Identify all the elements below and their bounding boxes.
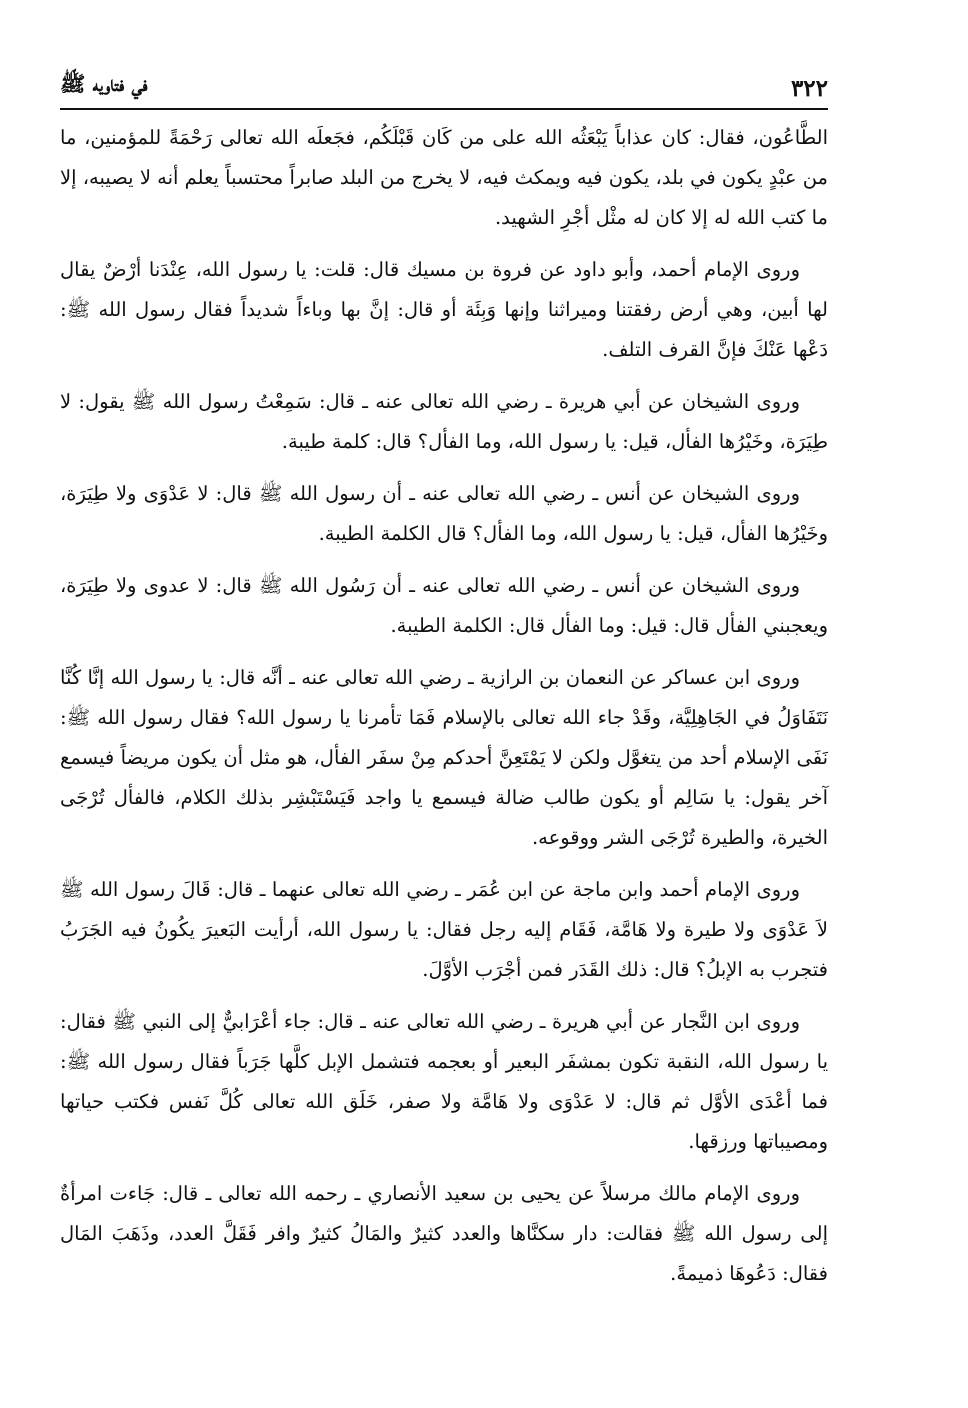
paragraph: وروى الإمام أحمد وابن ماجة عن ابن عُمَر ـ رضي الله تعالى عنهما ـ قال: قَالَ رسول الله ﷺ لاَ عَدْوَى ولا طيرة ولا هَامَّة، فَقَام إليه رجل فقال: يا رسول الله، أرأيت البَعيرَ يكُونُ فيه الجَرَبُ فتجرب به الإبلُ؟ قال: ذلك القَدَر فمن أجْرَب الأوَّلَ. — [60, 878, 828, 981]
page-body — [60, 118, 828, 1294]
paragraph: وروى الشيخان عن أنس ـ رضي الله تعالى عنه ـ أن رَسُول الله ﷺ قال: لا عدوى ولا طِيَرَة، ويعجبني الفأل قال: قيل: وما الفأل قال: الكلمة الطيبة. — [60, 574, 828, 637]
paragraph: الطَّاعُون، فقال: كان عذاباً يَبْعَثُه الله على من كَان قَبْلَكُم، فجَعلَه الله تعالى رَحْمَةً للمؤمنين، ما من عبْدٍ يكون في بلد، يكون فيه ويمكث فيه، لا يخرج من البلد صابراً محتسباً يعلم أنه لا يصيبه، إلا ما كتب الله له إلا كان له مثْل أجْرِ الشهيد. — [60, 126, 828, 229]
paragraph: وروى ابن عساكر عن النعمان بن الرازية ـ رضي الله تعالى عنه ـ أنَّه قال: يا رسول الله إنَّا كُنَّا نَتَفَاوَلُ في الجَاهِلِيَّة، وقَدْ جاء الله تعالى بالإسلام فَمَا تأمرنا يا رسول الله؟ فقال رسول الله ﷺ: نَفَى الإسلام أحد من يتغوَّل ولكن لا يَمْتَعِنَّ أحدكم مِنْ سفَر الفأل، هو مثل أن يكون مريضاً فيسمع آخر يقول: يا سَالِم أو يكون طالب ضالة فيسمع يا واجد فَيَسْتَبْشِر بذلك الكلام، فالفأل تُرْجَى الخيرة، والطيرة تُرْجَى الشر ووقوعه. — [60, 666, 828, 849]
running-title: في فتاويه ﷺ — [60, 71, 148, 96]
paragraph: وروى ابن النَّجار عن أبي هريرة ـ رضي الله تعالى عنه ـ قال: جاء أعْرَابيٌّ إلى النبي ﷺ فقال: يا رسول الله، النقبة تكون بمشفَر البعير أو بعجمه فتشمل الإبل كلَّها جَرَباً فقال رسول الله ﷺ: فما أعْدَى الأوَّل ثم قال: لا عَدْوَى ولا هَامَّة ولا صفر، خَلَق الله تعالى كُلَّ نَفس فكتب حياتها ومصيباتها ورزقها. — [60, 1010, 828, 1153]
paragraph: وروى الإمام أحمد، وأبو داود عن فروة بن مسيك قال: قلت: يا رسول الله، عِنْدَنا أرْضٌ يقال لها أبين، وهي أرض رفقتنا وميراثنا وإنها وَبِئَة أو قال: إنَّ بها وباءاً شديداً فقال رسول الله ﷺ: دَعْها عَنْكَ فإنَّ القرف التلف. — [60, 258, 828, 361]
book-page — [60, 68, 828, 1378]
paragraph: وروى الإمام مالك مرسلاً عن يحيى بن سعيد الأنصاري ـ رحمه الله تعالى ـ قال: جَاءت امرأةٌ إلى رسول الله ﷺ فقالت: دار سكنَّاها والعدد كثيرٌ والمَالُ كثيرٌ وافر فَقَلَّ العدد، وذَهَبَ المَال فقال: دَعُوهَا ذميمةً. — [60, 1182, 828, 1285]
page-header — [60, 68, 828, 110]
paragraph: وروى الشيخان عن أبي هريرة ـ رضي الله تعالى عنه ـ قال: سَمِعْتُ رسول الله ﷺ يقول: لا طِيَرَة، وخَيْرُها الفأل، قيل: يا رسول الله، وما الفأل؟ قال: كلمة طيبة. — [60, 390, 828, 453]
page-number: ٣٢٢ — [790, 75, 828, 102]
paragraph: وروى الشيخان عن أنس ـ رضي الله تعالى عنه ـ أن رسول الله ﷺ قال: لا عَدْوَى ولا طِيَرَة، وخَيْرُها الفأل، قيل: يا رسول الله، وما الفأل؟ قال الكلمة الطيبة. — [60, 482, 828, 545]
